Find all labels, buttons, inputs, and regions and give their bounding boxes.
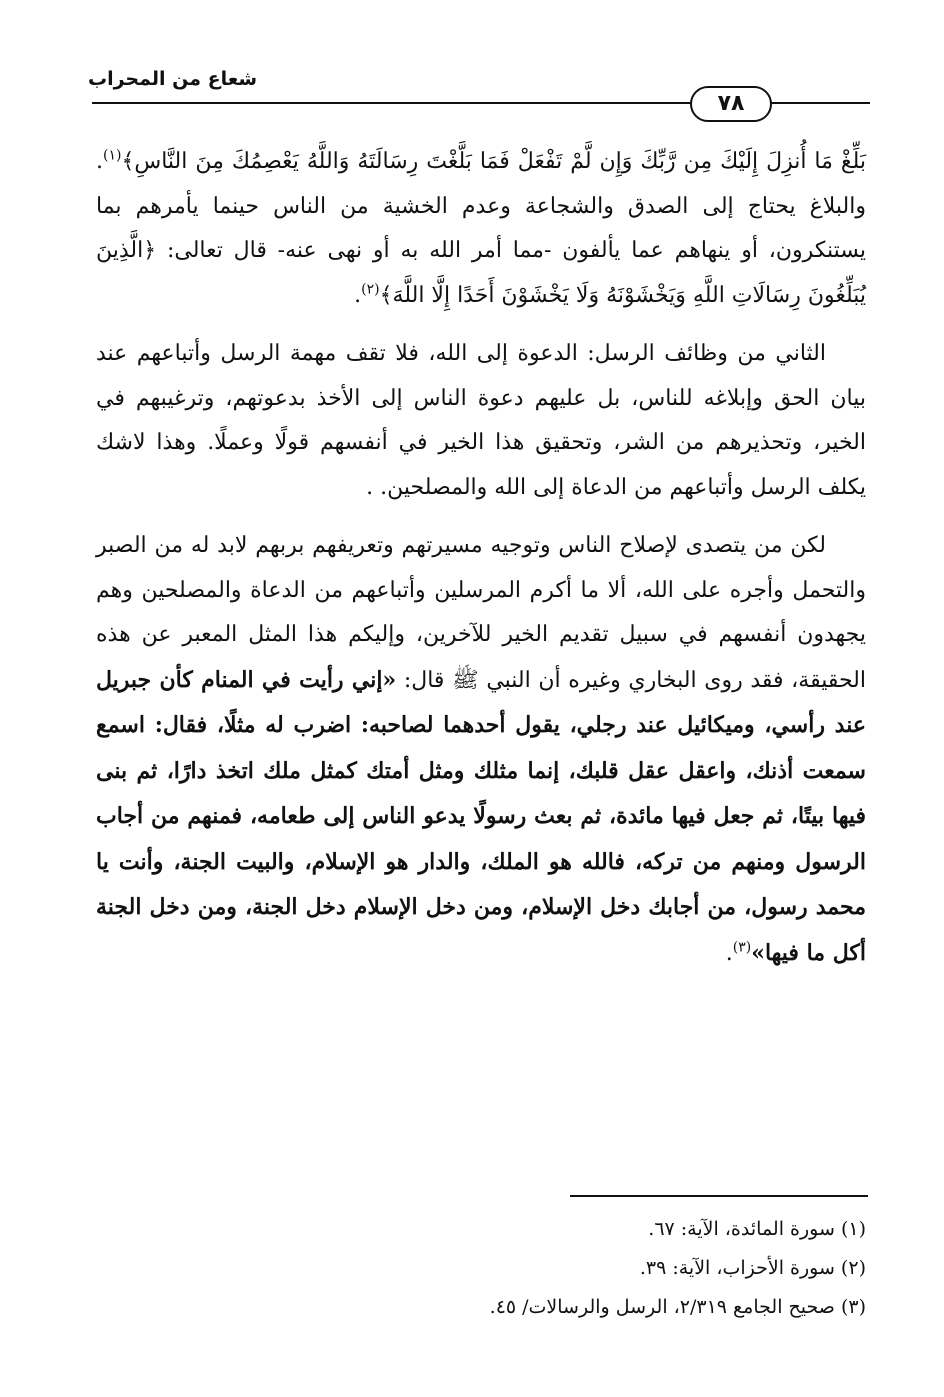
main-text <box>96 140 866 990</box>
page-number: ٧٨ <box>690 86 772 122</box>
running-header-title: شعاع من المحراب <box>88 68 258 90</box>
paragraph-1 <box>96 140 866 318</box>
paragraph-3 <box>96 524 866 976</box>
quran-verse-text: بَلِّغْ مَا أُنزِلَ إِلَيْكَ مِن رَّبِّكَ وَإِن لَّمْ تَفْعَلْ فَمَا بَلَّغْتَ رِسَالَتَهُ وَاللَّهُ يَعْصِمُكَ مِنَ النَّاسِ﴾ <box>121 149 866 174</box>
paragraph-text: . <box>354 282 362 308</box>
footnote-2: (٢) سورة الأحزاب، الآية: ٣٩. <box>639 1257 866 1279</box>
paragraph-2 <box>96 332 866 510</box>
footnote-3: (٣) صحيح الجامع ٢/٣١٩، الرسل والرسالات/ ٤٥. <box>489 1296 866 1318</box>
hadith-quote: «إني رأيت في المنام كأن جبريل عند رأسي، وميكائيل عند رجلي، يقول أحدهما لصاحبه: اضرب له مثلًا، فقال: اسمع سمعت أذنك، واعقل عقل قلبك، إنما مثلك ومثل أمتك كمثل ملك اتخذ دارًا، ثم بنى فيها بيتًا، ثم جعل فيها مائدة، ثم بعث رسولًا يدعو الناس إلى طعامه، فمنهم من أجاب الرسول ومنهم من تركه، فالله هو الملك، والدار هو الإسلام، والبيت الجنة، وأنت يا محمد رسول، من أجابك دخل الإسلام، ومن دخل الإسلام دخل الجنة، ومن دخل الجنة أكل ما فيها» <box>96 666 867 966</box>
footnote-ref-3[interactable]: (٣) <box>732 939 752 956</box>
footnotes <box>200 1210 866 1327</box>
paragraph-text: الثاني من وظائف الرسل: الدعوة إلى الله، فلا تقف مهمة الرسل وأتباعهم عند بيان الحق وإبلاغه للناس، بل عليهم دعوة الناس إلى الأخذ بدعوتهم، وترغيبهم في الخير، وتحذيرهم من الشر، وتحقيق هذا الخير في أنفسهم قولًا وعملًا. وهذا لاشك يكلف الرسل وأتباعهم من الدعاة إلى الله والمصلحين. . <box>96 341 866 500</box>
paragraph-text: . <box>725 940 733 966</box>
footnote-ref-2[interactable]: (٢) <box>361 281 380 298</box>
paragraph-text: . والبلاغ يحتاج إلى الصدق والشجاعة وعدم الخشية من الناس حينما يأمرهم بما يستنكرون، أو ينهاهم عما يألفون -مما أمر الله به أو نهى عنه- قال تعالى: ﴿الَّذِينَ يُبَلِّغُونَ رِسَالَاتِ اللَّهِ وَيَخْشَوْنَهُ وَلَا يَخْشَوْنَ أَحَدًا إِلَّا اللَّهَ﴾ <box>96 149 866 308</box>
footnote-divider <box>570 1195 868 1197</box>
paragraph-text: لكن من يتصدى لإصلاح الناس وتوجيه مسيرتهم وتعريفهم بربهم لابد له من الصبر والتحمل وأجره على الله، ألا ما أكرم المرسلين وأتباعهم من الدعاة والمصلحين وهم يجهدون أنفسهم في سبيل تقديم الخير للآخرين، وإليكم هذا المثل المعبر عن هذه الحقيقة، فقد روى البخاري وغيره أن النبي ﷺ قال: <box>96 533 866 693</box>
footnote-1: (١) سورة المائدة، الآية: ٦٧. <box>648 1218 866 1240</box>
footnote-ref-1[interactable]: (١) <box>103 147 122 164</box>
